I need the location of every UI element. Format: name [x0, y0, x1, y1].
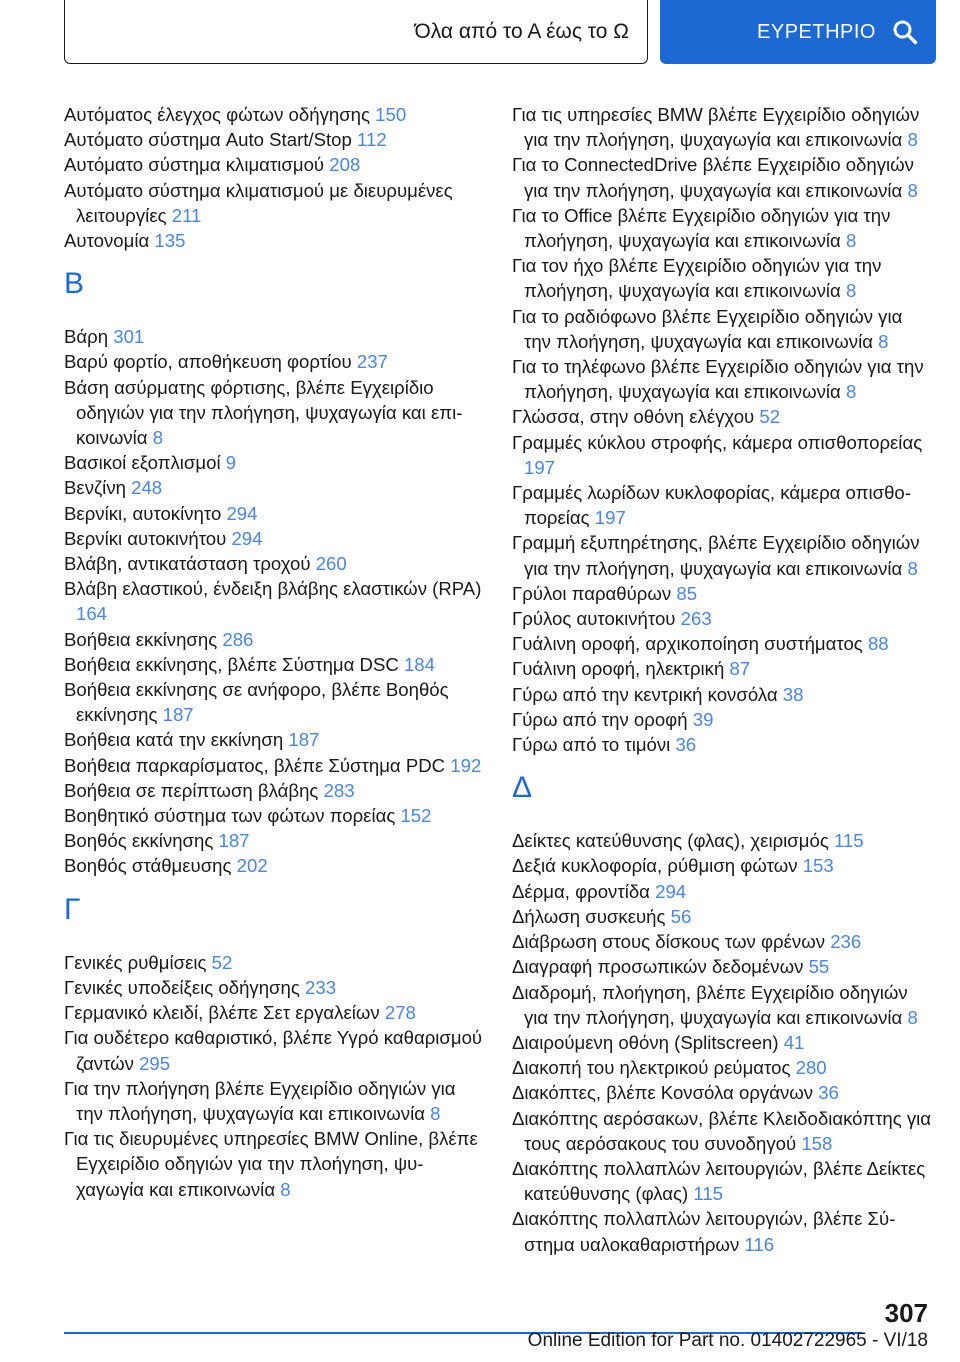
page-reference-link[interactable]: 192	[450, 754, 482, 776]
index-entry	[64, 551, 484, 576]
page-reference-link[interactable]: 202	[236, 855, 268, 877]
page-reference-link[interactable]: 8	[907, 1006, 918, 1028]
page-reference-link[interactable]: 236	[830, 931, 862, 953]
index-entry	[64, 475, 484, 500]
page-reference-link[interactable]: 153	[802, 855, 834, 877]
page-reference-link[interactable]: 286	[222, 628, 254, 650]
index-entry	[512, 853, 932, 878]
index-entry-term: Βερνίκι αυτοκινήτου	[64, 527, 232, 549]
index-entry-term: Διαιρούμενη οθόνη (Splitscreen)	[512, 1031, 784, 1053]
index-entry	[64, 1126, 484, 1202]
index-entry-term: Βοηθητικό σύστημα των φώτων πορείας	[64, 805, 401, 827]
index-entry	[64, 102, 484, 127]
index-entry	[512, 203, 932, 253]
index-entry-term: Βάρη	[64, 326, 114, 348]
index-entry-term: Για ουδέτερο καθαριστικό, βλέπε Υγρό καθαρισμού ζαντών	[64, 1027, 483, 1074]
page-reference-link[interactable]: 41	[783, 1031, 805, 1053]
page-reference-link[interactable]: 8	[845, 230, 857, 252]
page-reference-link[interactable]: 295	[139, 1052, 171, 1074]
index-entry-term: Διακόπτες, βλέπε Κονσόλα οργάνων	[512, 1082, 819, 1104]
index-entry-term: Γυάλινη οροφή, ηλεκτρική	[512, 658, 730, 680]
index-entry	[512, 656, 932, 681]
index-entry-term: Διακόπτης αερόσακων, βλέπε Κλειδοδιακόπτης για τους αερόσακους του συνοδηγού	[512, 1107, 932, 1154]
page-reference-link[interactable]: 164	[76, 603, 108, 625]
index-entry	[512, 904, 932, 929]
index-entry	[512, 1030, 932, 1055]
index-entry	[64, 178, 484, 228]
page-reference-link[interactable]: 150	[375, 104, 407, 125]
section-letter: Γ	[64, 892, 81, 926]
page-reference-link[interactable]: 38	[782, 683, 804, 705]
page-reference-link[interactable]: 115	[693, 1183, 724, 1205]
index-entry	[64, 975, 484, 1000]
page-reference-link[interactable]: 52	[759, 406, 781, 428]
index-entry	[64, 127, 484, 152]
page-reference-link[interactable]: 85	[676, 582, 698, 604]
index-entry	[512, 631, 932, 656]
index-entry-term: Για τον ήχο βλέπε Εγχειρίδιο οδηγιών για την πλοήγηση, ψυχαγωγία και επικοινωνία	[512, 255, 882, 302]
index-entry	[64, 778, 484, 803]
page-reference-link[interactable]: 8	[280, 1178, 291, 1200]
index-entry	[512, 732, 932, 757]
search-icon[interactable]	[892, 19, 918, 45]
page-reference-link[interactable]: 52	[211, 951, 233, 973]
page-reference-link[interactable]: 8	[430, 1102, 441, 1124]
index-entry-term: Διαδρομή, πλοήγηση, βλέπε Εγχειρίδιο οδηγιών για την πλοήγηση, ψυχαγωγία και επικοινωνία	[512, 981, 908, 1028]
index-entry	[512, 430, 932, 480]
index-entry	[512, 354, 932, 404]
index-entry-term: Για το ConnectedDrive βλέπε Εγχειρίδιο οδηγιών για την πλοήγηση, ψυχαγωγία και επικοινωνία	[512, 154, 914, 201]
page-reference-link[interactable]: 8	[907, 557, 918, 579]
index-entry-term: Αυτόματο σύστημα Auto Start/Stop	[64, 129, 358, 151]
index-entry-term: Διάβρωση στους δίσκους των φρένων	[512, 931, 831, 953]
section-letter: Δ	[512, 771, 533, 805]
index-entry	[64, 324, 484, 349]
index-entry	[64, 349, 484, 374]
index-entry	[64, 1000, 484, 1025]
index-entry-term: Βοήθεια σε περίπτωση βλάβης	[64, 779, 324, 801]
index-entry	[64, 1076, 484, 1126]
page-reference-link[interactable]: 187	[288, 729, 320, 751]
index-entry	[64, 501, 484, 526]
page-reference-link[interactable]: 39	[692, 708, 714, 730]
index-entry	[64, 803, 484, 828]
index-entry-term: Βοήθεια παρκαρίσματος, βλέπε Σύστημα PDC	[64, 754, 451, 776]
page-reference-link[interactable]: 283	[323, 779, 355, 801]
page-reference-link[interactable]: 9	[225, 452, 237, 474]
page-reference-link[interactable]: 8	[907, 179, 918, 201]
page-reference-link[interactable]: 260	[315, 553, 347, 575]
index-entry-term: Βερνίκι, αυτοκίνητο	[64, 502, 227, 524]
index-entry	[64, 576, 484, 626]
page-reference-link[interactable]: 8	[845, 280, 857, 302]
index-entry-term: Διακόπτης πολλαπλών λειτουργιών, βλέπε Δείκτες κατεύθυνσης (φλας)	[512, 1157, 926, 1205]
chapter-tab[interactable]	[64, 0, 648, 64]
index-entry	[512, 404, 932, 429]
index-entry	[512, 707, 932, 732]
page-reference-link[interactable]: 211	[171, 204, 202, 226]
page-reference-link[interactable]: 8	[878, 330, 889, 352]
page-reference-link[interactable]: 88	[867, 633, 889, 655]
index-entry-term: Διακοπή του ηλεκτρικού ρεύματος	[512, 1057, 796, 1079]
page-reference-link[interactable]: 263	[680, 608, 712, 630]
index-entry-term: Βενζίνη	[64, 477, 132, 499]
index-entry	[64, 727, 484, 752]
index-entry-term: Για τις διευρυμένες υπηρεσίες BMW Online, βλέπε Εγχειρίδιο οδηγιών για την πλοήγηση, ψυχαγωγία και επικοινωνία	[64, 1128, 478, 1200]
page-reference-link[interactable]: 294	[226, 502, 258, 524]
index-entry	[64, 375, 484, 451]
index-entry-term: Γραμμές κύκλου στροφής, κάμερα οπισθοπορείας	[512, 431, 923, 453]
index-entry	[512, 606, 932, 631]
index-entry	[64, 228, 484, 253]
section-letter: Β	[64, 267, 85, 301]
index-entry	[512, 102, 932, 152]
page-reference-link[interactable]: 116	[744, 1233, 775, 1255]
page-reference-link[interactable]: 197	[524, 456, 556, 478]
index-entry	[64, 828, 484, 853]
index-entry-term: Αυτονομία	[64, 230, 155, 252]
index-tab[interactable]	[660, 0, 936, 64]
index-entry	[512, 828, 932, 853]
index-entry-term: Βασικοί εξοπλισμοί	[64, 452, 226, 474]
index-entry	[512, 954, 932, 979]
page-reference-link[interactable]: 115	[833, 830, 864, 852]
page-reference-link[interactable]: 184	[403, 653, 435, 675]
index-entry	[512, 1156, 932, 1206]
index-tab-label: ΕΥΡΕΤΗΡΙΟ	[757, 20, 876, 43]
page-reference-link[interactable]: 36	[818, 1082, 839, 1104]
page-reference-link[interactable]: 197	[594, 507, 626, 529]
index-entry-term: Βοήθεια κατά την εκκίνηση	[64, 729, 289, 751]
index-entry	[512, 1206, 932, 1256]
index-entry	[512, 879, 932, 904]
index-entry-term: Βοήθεια εκκίνησης	[64, 628, 223, 650]
page-reference-link[interactable]: 187	[162, 704, 194, 726]
index-entry	[64, 753, 484, 778]
index-entry-term: Δεξιά κυκλοφορία, ρύθμιση φώτων	[512, 855, 803, 877]
index-entry	[64, 450, 484, 475]
page-number: 307	[884, 1298, 928, 1328]
page-reference-link[interactable]: 56	[670, 905, 692, 927]
index-entry-term: Δήλωση συσκευής	[512, 905, 671, 927]
index-entry	[512, 1106, 932, 1156]
index-entry-term: Δέρμα, φροντίδα	[512, 880, 656, 902]
page-reference-link[interactable]: 278	[384, 1002, 416, 1024]
page-reference-link[interactable]: 294	[655, 880, 687, 902]
index-entry	[64, 1025, 484, 1075]
page-reference-link[interactable]: 294	[231, 527, 263, 549]
index-entry-term: Βλάβη ελαστικού, ένδειξη βλάβης ελαστικών (RPA)	[64, 578, 482, 600]
page-reference-link[interactable]: 152	[400, 805, 432, 827]
index-entry-term: Βλάβη, αντικατάσταση τροχού	[64, 553, 316, 575]
index-entry-term: Γυάλινη οροφή, αρχικοποίηση συστήματος	[512, 633, 868, 655]
page-reference-link[interactable]: 8	[152, 427, 164, 449]
index-entry-term: Για την πλοήγηση βλέπε Εγχειρίδιο οδηγιών για την πλοήγηση, ψυχαγωγία και επικοινωνία	[64, 1077, 456, 1124]
index-column-right	[512, 102, 932, 1257]
index-entry	[512, 530, 932, 580]
index-entry	[64, 677, 484, 727]
index-entry	[512, 980, 932, 1030]
page-reference-link[interactable]: 87	[729, 658, 751, 680]
index-entry-term: Βοήθεια εκκίνησης, βλέπε Σύστημα DSC	[64, 653, 404, 675]
index-entry-term: Γενικές ρυθμίσεις	[64, 951, 212, 973]
index-entry-term: Γύρω από την οροφή	[512, 708, 693, 730]
index-entry-term: Γραμμές λωρίδων κυκλοφορίας, κάμερα οπισθοπορείας	[512, 482, 911, 529]
index-entry-term: Διακόπτης πολλαπλών λειτουργιών, βλέπε Σύστημα υαλοκαθαριστήρων	[512, 1208, 896, 1255]
index-entry-term: Γλώσσα, στην οθόνη ελέγχου	[512, 406, 760, 428]
index-entry-term: Για το τηλέφωνο βλέπε Εγχειρίδιο οδηγιών για την πλοήγηση, ψυχαγωγία και επικοινωνία	[512, 356, 924, 403]
index-entry-term: Για το ραδιόφωνο βλέπε Εγχειρίδιο οδηγιών για την πλοήγηση, ψυχαγωγία και επικοινωνία	[512, 305, 903, 352]
index-entry	[64, 652, 484, 677]
index-entry	[64, 627, 484, 652]
index-entry-term: Γενικές υποδείξεις οδήγησης	[64, 976, 306, 998]
page-reference-link[interactable]: 158	[801, 1132, 833, 1154]
index-entry	[512, 581, 932, 606]
page-reference-link[interactable]: 237	[356, 351, 388, 373]
index-entry-term: Βοήθεια εκκίνησης σε ανήφορο, βλέπε Βοηθός εκκίνησης	[64, 679, 449, 726]
index-entry-term: Αυτόματος έλεγχος φώτων οδήγησης	[64, 104, 376, 125]
index-entry-term: Γραμμή εξυπηρέτησης, βλέπε Εγχειρίδιο οδηγιών για την πλοήγηση, ψυχαγωγία και επικοινωνία	[512, 532, 920, 579]
index-entry-term: Γύρω από την κεντρική κονσόλα	[512, 683, 783, 705]
index-entry	[512, 929, 932, 954]
page-reference-link[interactable]: 135	[154, 230, 186, 252]
index-entry-term: Βαρύ φορτίο, αποθήκευση φορτίου	[64, 351, 357, 373]
page-reference-link[interactable]: 233	[305, 976, 337, 998]
page-reference-link[interactable]: 280	[795, 1057, 827, 1079]
index-entry	[512, 682, 932, 707]
page-reference-link[interactable]: 248	[131, 477, 163, 499]
page-reference-link[interactable]: 208	[329, 154, 361, 176]
footer-edition: Online Edition for Part no. 01402722965 - VI/18	[527, 1330, 928, 1351]
index-entry-term: Βοηθός εκκίνησης	[64, 830, 219, 852]
index-entry	[64, 950, 484, 975]
index-entry-term: Αυτόματο σύστημα κλιματισμού	[64, 154, 330, 176]
page-reference-link[interactable]: 8	[907, 129, 918, 151]
page-reference-link[interactable]: 55	[808, 956, 830, 978]
index-entry	[512, 253, 932, 303]
index-entry-term: Δείκτες κατεύθυνσης (φλας), χειρισμός	[512, 830, 834, 852]
index-entry	[512, 1055, 932, 1080]
index-entry-term: Βάση ασύρματης φόρτισης, βλέπε Εγχειρίδιο οδηγιών για την πλοήγηση, ψυχαγωγία και επικοινωνία	[64, 376, 463, 449]
index-entry-term: Βοηθός στάθμευσης	[64, 855, 237, 877]
index-entry-term: Γερμανικό κλειδί, βλέπε Σετ εργαλείων	[64, 1002, 385, 1024]
index-entry	[512, 1080, 932, 1105]
index-entry-term: Αυτόματο σύστημα κλιματισμού με διευρυμένες λειτουργίες	[64, 179, 453, 226]
index-entry-term: Για τις υπηρεσίες BMW βλέπε Εγχειρίδιο οδηγιών για την πλοήγηση, ψυχαγωγία και επικοινωνία	[512, 104, 920, 151]
index-entry	[512, 304, 932, 354]
index-entry-term: Για το Office βλέπε Εγχειρίδιο οδηγιών για την πλοήγηση, ψυχαγωγία και επικοινωνία	[512, 204, 891, 252]
chapter-title: Όλα από το Α έως το Ω	[414, 19, 629, 43]
index-entry	[64, 152, 484, 177]
index-entry	[512, 480, 932, 530]
index-entry-term: Διαγραφή προσωπικών δεδομένων	[512, 956, 809, 978]
index-entry-term: Γρύλοι παραθύρων	[512, 582, 677, 604]
index-entry-term: Γύρω από το τιμόνι	[512, 734, 676, 756]
page-reference-link[interactable]: 36	[675, 734, 697, 756]
page-reference-link[interactable]: 8	[845, 381, 857, 403]
index-entry	[64, 853, 484, 878]
index-entry	[512, 152, 932, 202]
index-entry-term: Γρύλος αυτοκινήτου	[512, 608, 681, 630]
index-column-left	[64, 102, 484, 1202]
page-reference-link[interactable]: 301	[113, 326, 145, 348]
index-entry	[64, 526, 484, 551]
page-reference-link[interactable]: 112	[357, 129, 387, 151]
page-reference-link[interactable]: 187	[218, 830, 250, 852]
